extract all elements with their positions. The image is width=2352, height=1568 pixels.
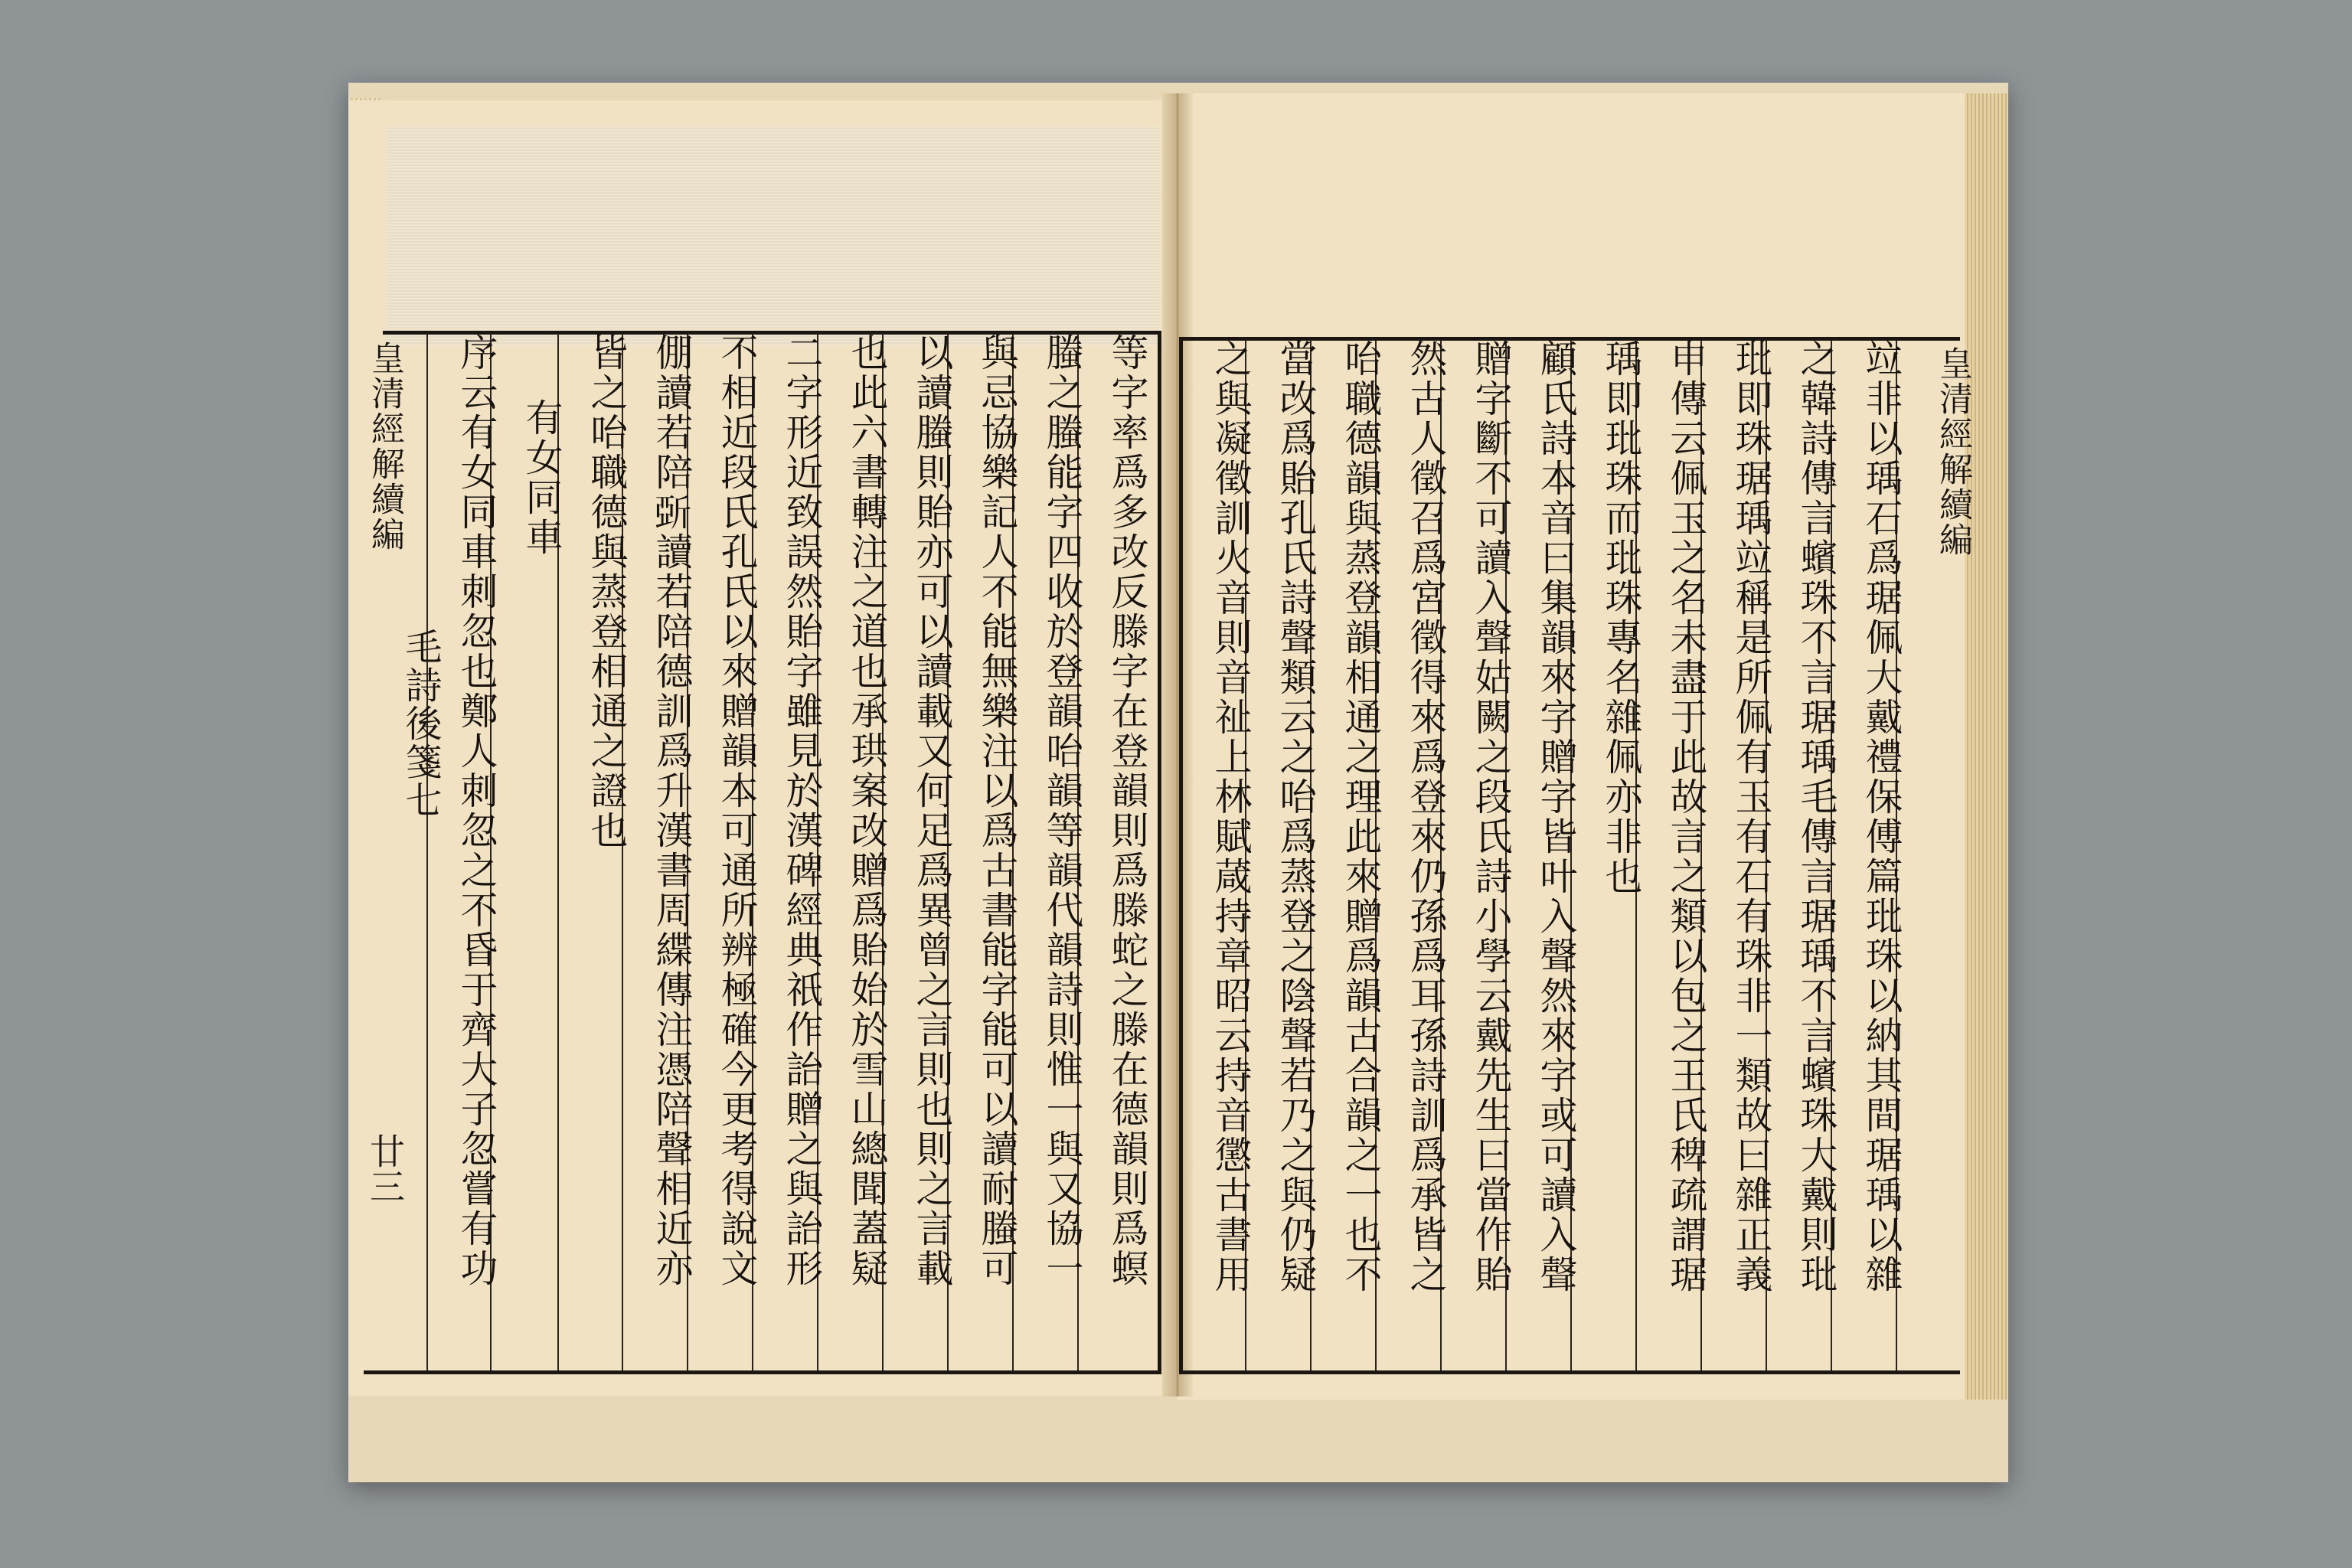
column-line (426, 334, 428, 1370)
right-bottom-border (1179, 1370, 1960, 1374)
text-column: 贈字斷不可讀入聲姑闕之段氏詩小學云戴先生曰當作貽 (1469, 339, 1513, 1295)
left-bottom-border (364, 1370, 1160, 1374)
text-column: 二字形近致誤然貽字雖見於漢碑經典祇作詒贈之與詒形 (780, 333, 824, 1289)
text-column: 序云有女同車刺忽也鄭人刺忽之不昏于齊大子忽嘗有功 (455, 333, 498, 1289)
book-gutter (1162, 93, 1193, 1396)
text-column: 竝非以瑀石爲琚佩大戴禮保傅篇玭珠以納其間琚瑀以雜 (1860, 339, 1903, 1295)
text-column: 也此六書轉注之道也承珙案改贈爲貽始於雪山總聞蓋疑 (845, 333, 889, 1289)
left-banxin-title: 皇清經解續編 (365, 341, 404, 552)
text-column: 倗讀若陪𣂪讀若陪德訓爲升漢書周緤傳注憑陪聲相近亦 (650, 333, 694, 1289)
left-folio-number: 廿三 (364, 1133, 406, 1204)
text-column: 等字率爲多改反滕字在登韻則爲滕蛇之滕在德韻則爲螟 (1106, 333, 1149, 1289)
text-column: 瑀即玭珠而玭珠專名雜佩亦非也 (1599, 339, 1643, 897)
text-column: 玭即珠琚瑀竝稱是所佩有玉有石有珠非一類故曰雜正義 (1730, 339, 1773, 1295)
text-column: 當改爲貽孔氏詩聲類云之咍爲蒸登之陰聲若乃之與仍疑 (1274, 339, 1318, 1295)
text-column: 皆之咍職德與蒸登相通之證也 (585, 333, 629, 851)
paper-repair-patch (387, 127, 1160, 345)
text-column: 螣之螣能字四收於登韻咍韻等韻代韻詩則惟一與又協一 (1040, 333, 1084, 1289)
right-inner-border (1179, 337, 1183, 1374)
text-column: 之韓詩傳言蠙珠不言琚瑀毛傳言琚瑀不言蠙珠大戴則玭 (1795, 339, 1838, 1295)
section-heading: 有女同車 (520, 398, 564, 557)
text-column: 申傳云佩玉之名未盡于此故言之類以包之王氏稗疏謂琚 (1664, 339, 1708, 1295)
text-column: 顧氏詩本音曰集韻來字贈字皆叶入聲然來字或可讀入聲 (1534, 339, 1578, 1295)
left-banxin-chapter: 毛詩後箋七 (399, 628, 442, 819)
text-column: 之與凝徵訓火音則音祉上林賦葴持章昭云持音懲古書用 (1209, 339, 1253, 1295)
text-column: 咍職德韻與蒸登韻相通之理此來贈爲韻古合韻之一也不 (1339, 339, 1383, 1295)
right-page-edges (1965, 93, 2007, 1400)
right-banxin-title: 皇清經解續編 (1933, 346, 1972, 557)
text-column: 然古人徵召爲宮徵得來爲登來仍孫爲耳孫詩訓爲承皆之 (1404, 339, 1448, 1295)
text-column: 不相近段氏孔氏以來贈韻本可通所辨極確今更考得說文 (715, 333, 759, 1289)
text-column: 與忌協樂記人不能無樂注以爲古書能字能可以讀耐螣可 (975, 333, 1019, 1289)
text-column: 以讀螣則貽亦可以讀載又何足爲異曾之言則也則之言載 (910, 333, 954, 1289)
